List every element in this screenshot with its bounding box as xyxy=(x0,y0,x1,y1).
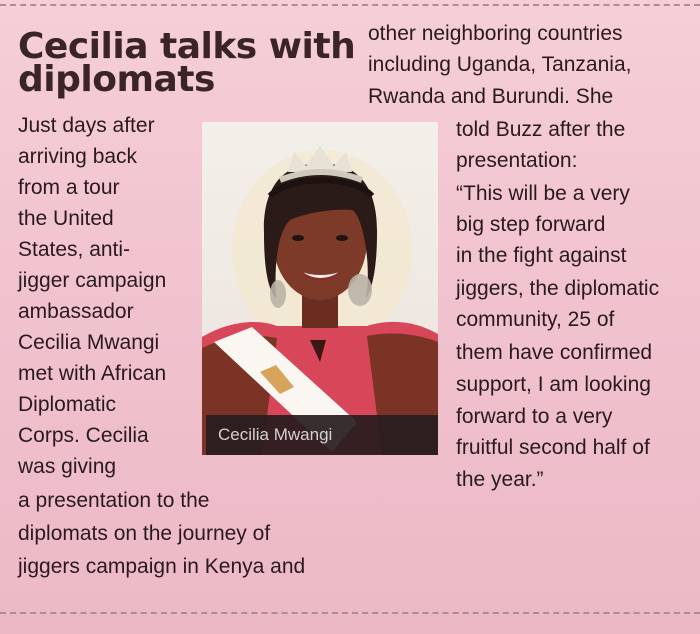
photo-caption-bar xyxy=(206,415,438,455)
right-line-5: presentation: xyxy=(456,149,578,172)
right-line-7: big step forward xyxy=(456,213,606,236)
left-line-8: Cecilia Mwangi xyxy=(18,331,160,354)
photo-caption: Cecilia Mwangi xyxy=(218,425,333,444)
left-line-12: was giving xyxy=(18,455,117,478)
left-line-15: jiggers campaign in Kenya and xyxy=(18,555,306,578)
right-line-13: forward to a very xyxy=(456,405,613,428)
portrait-photo xyxy=(202,122,438,455)
right-line-1: other neighboring countries xyxy=(368,22,623,45)
bottom-dashed-rule xyxy=(0,612,700,614)
left-line-10: Diplomatic xyxy=(18,393,117,416)
left-line-14: diplomats on the journey of xyxy=(18,522,271,545)
right-line-4: told Buzz after the xyxy=(456,118,626,141)
top-dashed-rule xyxy=(0,4,700,6)
right-line-9: jiggers, the diplomatic xyxy=(456,277,660,300)
right-line-14: fruitful second half of xyxy=(456,436,650,459)
left-line-13: a presentation to the xyxy=(18,489,210,512)
left-line-2: arriving back xyxy=(18,145,138,168)
right-line-6: “This will be a very xyxy=(456,182,630,205)
right-line-11: them have confirmed xyxy=(456,341,653,364)
headline: Cecilia talks with diplomats xyxy=(18,26,356,100)
left-line-3: from a tour xyxy=(18,176,120,199)
right-line-12: support, I am looking xyxy=(456,373,651,396)
left-line-9: met with African xyxy=(18,362,167,385)
right-line-15: the year.” xyxy=(456,468,544,491)
left-line-1: Just days after xyxy=(18,114,155,137)
right-line-10: community, 25 of xyxy=(456,308,615,331)
left-line-7: ambassador xyxy=(18,300,134,323)
right-line-2: including Uganda, Tanzania, xyxy=(368,53,632,76)
left-line-11: Corps. Cecilia xyxy=(18,424,149,447)
left-line-5: States, anti- xyxy=(18,238,131,261)
portrait-illustration xyxy=(202,122,438,455)
left-line-4: the United xyxy=(18,207,114,230)
right-line-8: in the fight against xyxy=(456,244,627,267)
left-line-6: jigger campaign xyxy=(18,269,167,292)
right-line-3: Rwanda and Burundi. She xyxy=(368,85,614,108)
